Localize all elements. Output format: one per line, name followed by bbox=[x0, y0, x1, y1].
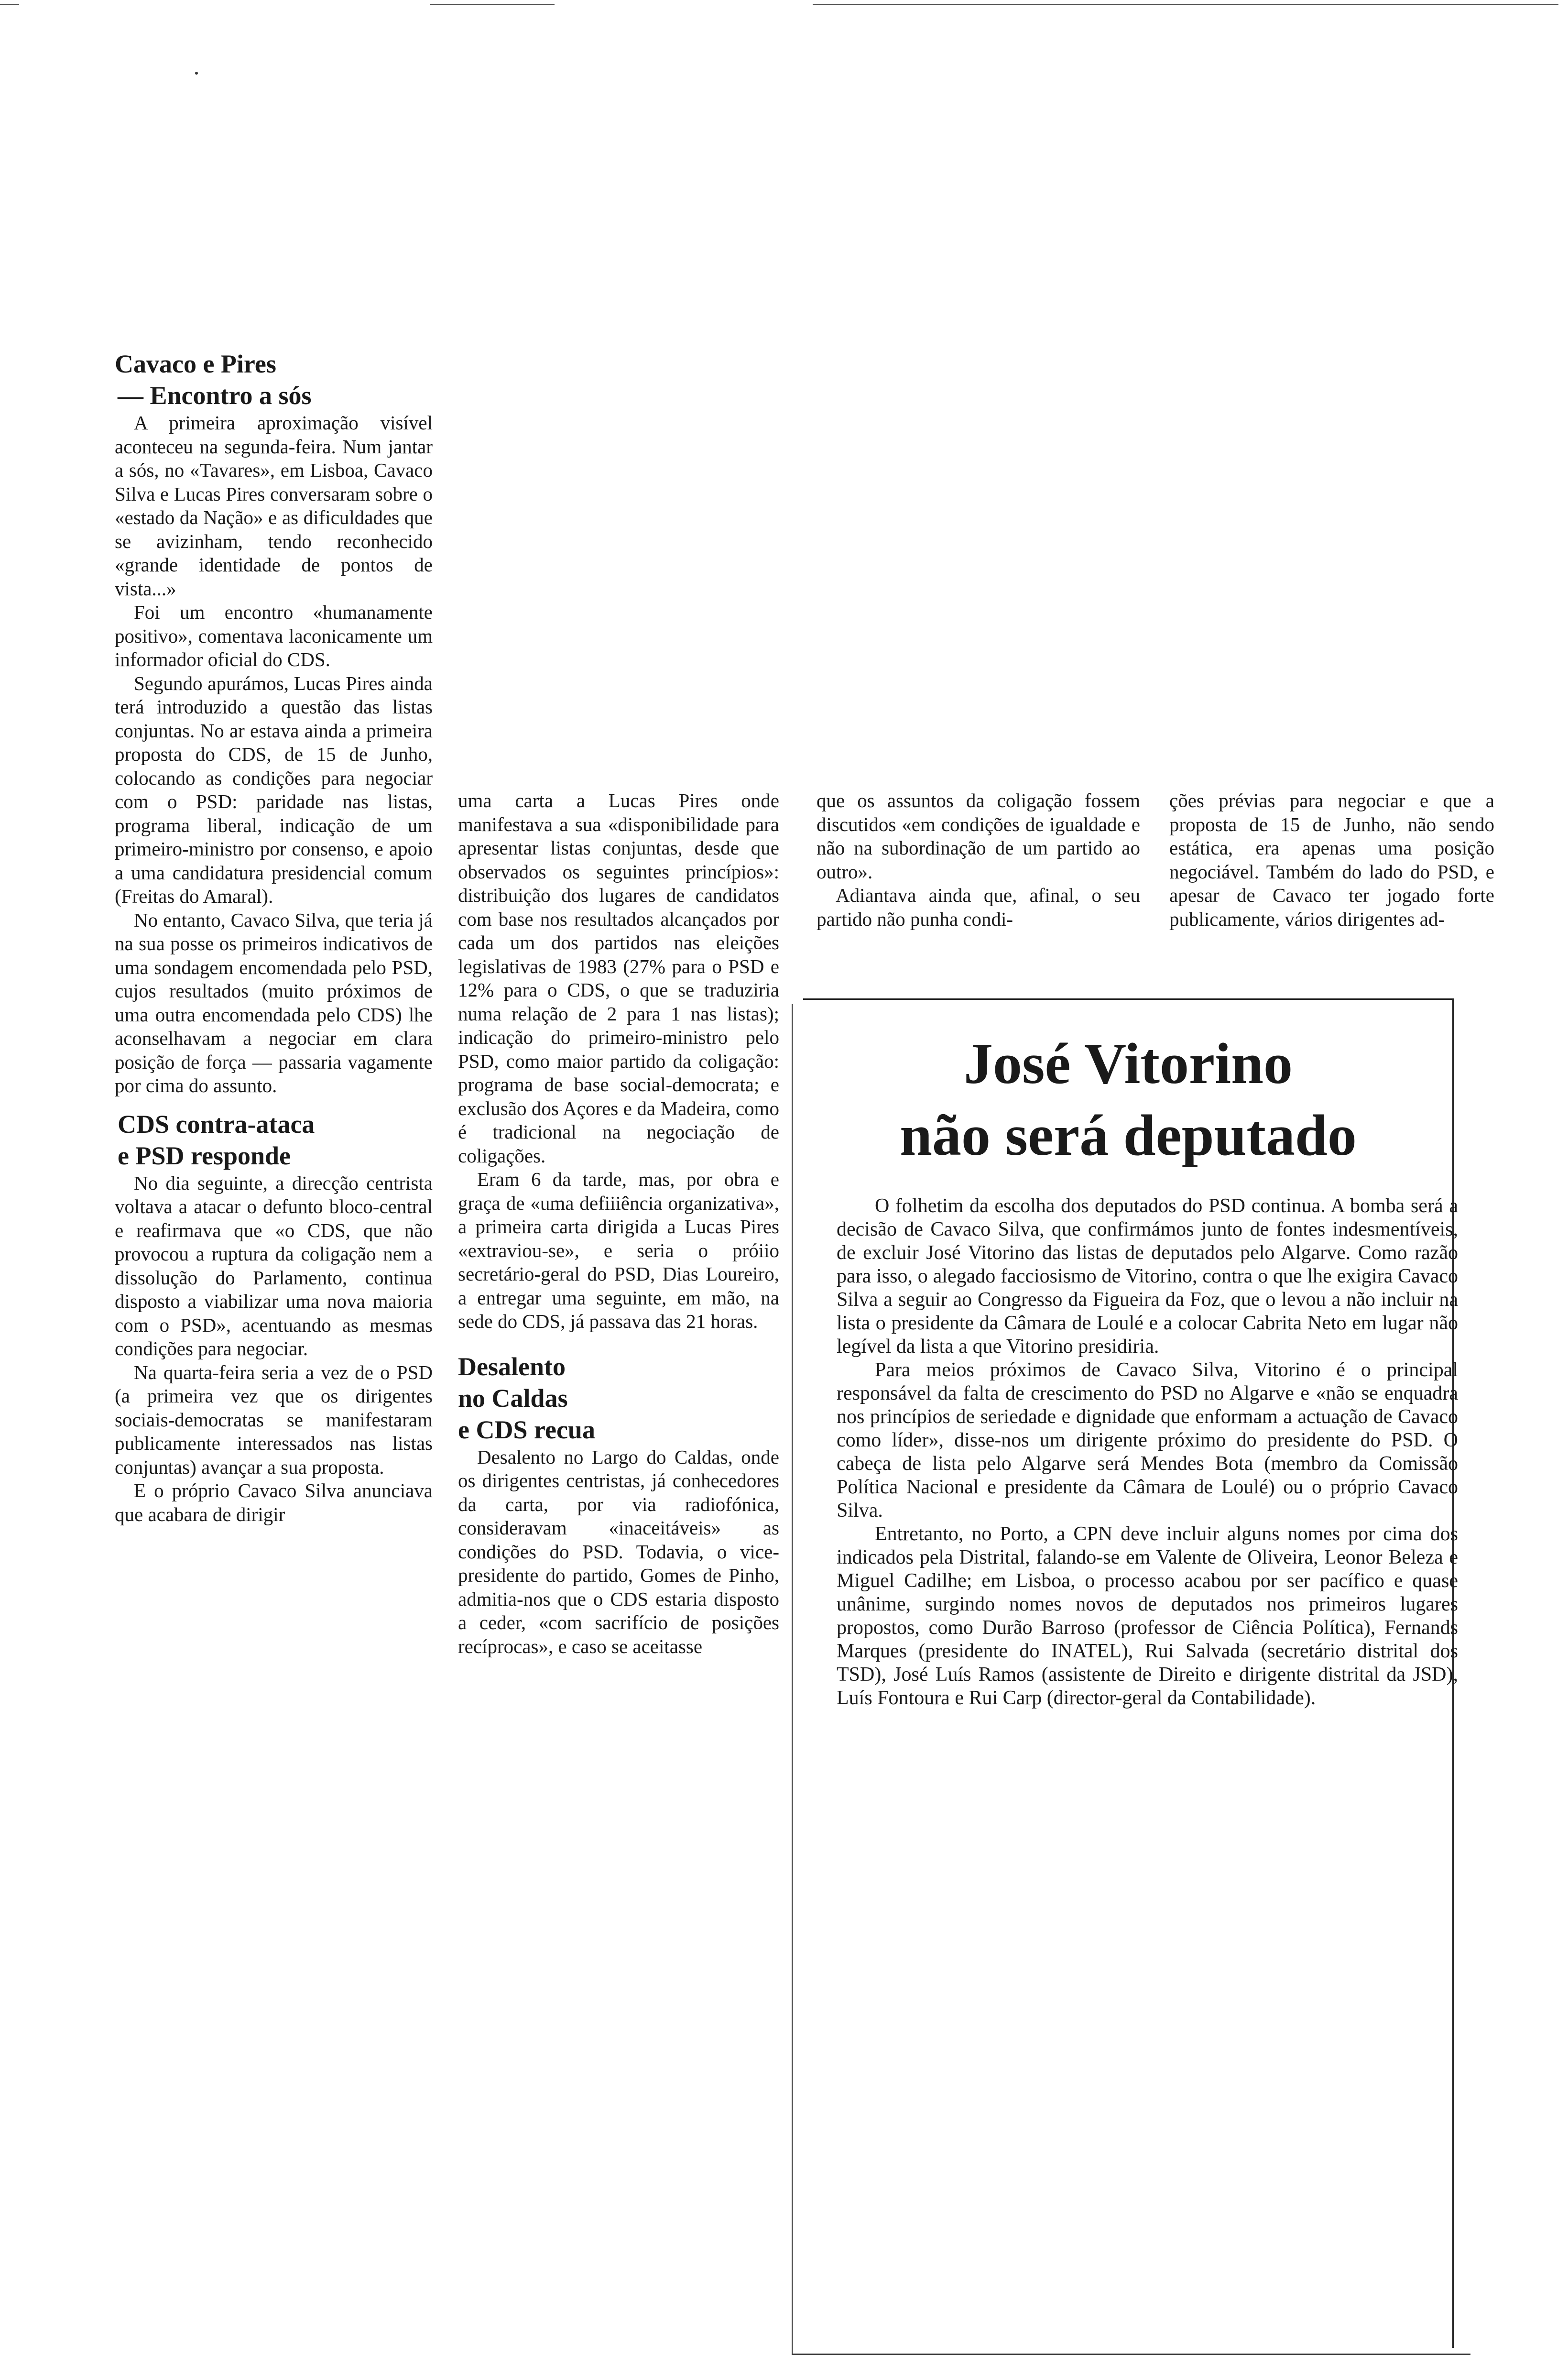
paragraph: Adiantava ainda que, afinal, o seu partido não punha condi- bbox=[817, 884, 1140, 930]
paragraph: que os assuntos da coligação fossem discutidos «em condições de igualdade e não na subordinação de um partido ao outro». bbox=[817, 789, 1140, 883]
scan-edge-line bbox=[813, 4, 1558, 5]
paragraph: Desalento no Largo do Caldas, onde os dirigentes centristas, já conhecedores da carta, por via radiofónica, consideravam «inaceitáveis» as condições do PSD. Todavia, o vice-presidente do partido, Gomes de Pinho, admitia-nos que o CDS estaria disposto a ceder, «com sacrifício de posições recíprocas», e caso se aceitasse bbox=[458, 1446, 779, 1657]
heading-line: Cavaco e Pires bbox=[115, 350, 276, 378]
heading-line: — Encontro a sós bbox=[118, 381, 312, 410]
heading-line: Desalento bbox=[458, 1352, 566, 1381]
section-heading-desalento bbox=[458, 1351, 779, 1446]
heading-line: CDS contra-ataca bbox=[118, 1109, 315, 1139]
section-heading-cavaco-pires bbox=[115, 348, 433, 411]
article-column-2 bbox=[458, 789, 779, 1658]
article-column-1 bbox=[115, 348, 433, 1526]
paragraph: Para meios próximos de Cavaco Silva, Vitorino é o principal responsável da falta de crescimento do PSD no Algarve e «não se enquadra nos princípios de seriedade e dignidade que enformam a actuação de Cavaco como líder», disse-nos um dirigente próximo do presidente do PSD. O cabeça de lista pelo Algarve será Mendes Bota (membro da Comissão Política Nacional e presidente da Câmara de Loulé) ou o próprio Cavaco Silva. bbox=[837, 1359, 1458, 1522]
headline-line: José Vitorino bbox=[964, 1031, 1293, 1096]
heading-line: no Caldas bbox=[458, 1383, 568, 1413]
paragraph: ções prévias para negociar e que a proposta de 15 de Junho, não sendo estática, era apenas uma posição negociável. Também do lado do PSD, e apesar de Cavaco ter jogado forte publicamente, vários dirigentes ad- bbox=[1169, 789, 1494, 930]
heading-line: e PSD responde bbox=[118, 1141, 291, 1170]
heading-line: e CDS recua bbox=[458, 1415, 595, 1444]
boxed-article-body bbox=[837, 1194, 1458, 1710]
paragraph: Eram 6 da tarde, mas, por obra e graça de «uma defiiiência organizativa», a primeira carta dirigida a Lucas Pires «extraviou-se», e seria o próiio secretário-geral do PSD, Dias Loureiro, a entregar uma seguinte, em mão, na sede do CDS, já passava das 21 horas. bbox=[458, 1168, 779, 1332]
paragraph: Segundo apurámos, Lucas Pires ainda terá introduzido a questão das listas conjuntas. No ar estava ainda a primeira proposta do CDS, de 15 de Junho, colocando as condições para negociar com o PSD: paridade nas listas, programa liberal, indicação de um primeiro-ministro por consenso, e apoio a uma candidatura presidencial comum (Freitas do Amaral). bbox=[115, 672, 433, 907]
scan-edge-line bbox=[0, 4, 19, 5]
paragraph: Entretanto, no Porto, a CPN deve incluir alguns nomes por cima dos indicados pela Distrital, falando-se em Valente de Oliveira, Leonor Beleza e Miguel Cadilhe; em Lisboa, o processo acabou por ser pacífico e quase unânime, surgindo nomes novos de deputados nos primeiros lugares propostos, como Durão Barroso (professor de Ciência Política), Fernands Marques (presidente do INATEL), Rui Salvada (secretário distrital dos TSD), José Luís Ramos (assistente de Direito e dirigente distrital da JSD), Luís Fontoura e Rui Carp (director-geral da Contabilidade). bbox=[837, 1523, 1458, 1709]
headline-line: não será deputado bbox=[900, 1103, 1357, 1168]
section-heading-cds-psd bbox=[115, 1108, 433, 1172]
paragraph: No entanto, Cavaco Silva, que teria já na sua posse os primeiros indicativos de uma sondagem encomendada pelo PSD, cujos resultados (muito próximos de uma outra encomendada pelo CDS) lhe aconselhavam a negociar em clara posição de força — passaria vagamente por cima do assunto. bbox=[115, 909, 433, 1096]
article-column-3 bbox=[817, 789, 1140, 931]
scan-edge-line bbox=[430, 4, 555, 5]
boxed-article-headline bbox=[813, 1028, 1444, 1172]
paragraph: O folhetim da escolha dos deputados do PSD continua. A bomba será a decisão de Cavaco Silva, que confirmámos junto de fontes indesmentíveis, de excluir José Vitorino das listas de deputados pelo Algarve. Como razão para isso, o alegado facciosismo de Vitorino, contra o que lhe exigira Cavaco Silva a seguir ao Congresso da Figueira da Foz, que o levou a não incluir na lista o presidente da Câmara de Loulé e a colocar Cabrita Neto em lugar não legível da lista a que Vitorino presidiria. bbox=[837, 1195, 1458, 1358]
scan-speck bbox=[195, 72, 198, 75]
paragraph: Foi um encontro «humanamente positivo», comentava laconicamente um informador oficial do CDS. bbox=[115, 601, 433, 670]
paragraph: Na quarta-feira seria a vez de o PSD (a primeira vez que os dirigentes sociais-democratas se manifestaram publicamente interessados nas listas conjuntas) avançar a sua proposta. bbox=[115, 1361, 433, 1478]
spacer bbox=[458, 1334, 779, 1351]
paragraph: E o próprio Cavaco Silva anunciava que acabara de dirigir bbox=[115, 1479, 433, 1525]
paragraph: A primeira aproximação visível aconteceu na segunda-feira. Num jantar a sós, no «Tavares», em Lisboa, Cavaco Silva e Lucas Pires conversaram sobre o «estado da Nação» e as dificuldades que se avizinham, tendo reconhecido «grande identidade de pontos de vista...» bbox=[115, 412, 433, 600]
paragraph: uma carta a Lucas Pires onde manifestava a sua «disponibilidade para apresentar listas conjuntas, desde que observados os seguintes princípios»: distribuição dos lugares de candidatos com base nos resultados alcançados por cada um dos partidos nas eleições legislativas de 1983 (27% para o PSD e 12% para o CDS, o que se traduziria numa relação de 2 para 1 nas listas); indicação do primeiro-ministro pelo PSD, como maior partido da coligação: programa de base social-democrata; e exclusão dos Açores e da Madeira, como é tradicional na negociação de coligações. bbox=[458, 789, 779, 1167]
box-border-left bbox=[792, 1004, 793, 2354]
article-column-4 bbox=[1169, 789, 1494, 931]
spacer bbox=[115, 1098, 433, 1108]
paragraph: No dia seguinte, a direcção centrista voltava a atacar o defunto bloco-central e reafirmava que «o CDS, que não provocou a ruptura da coligação nem a dissolução do Parlamento, continua disposto a viabilizar uma nova maioria com o PSD», acentuando as mesmas condições para negociar. bbox=[115, 1172, 433, 1359]
